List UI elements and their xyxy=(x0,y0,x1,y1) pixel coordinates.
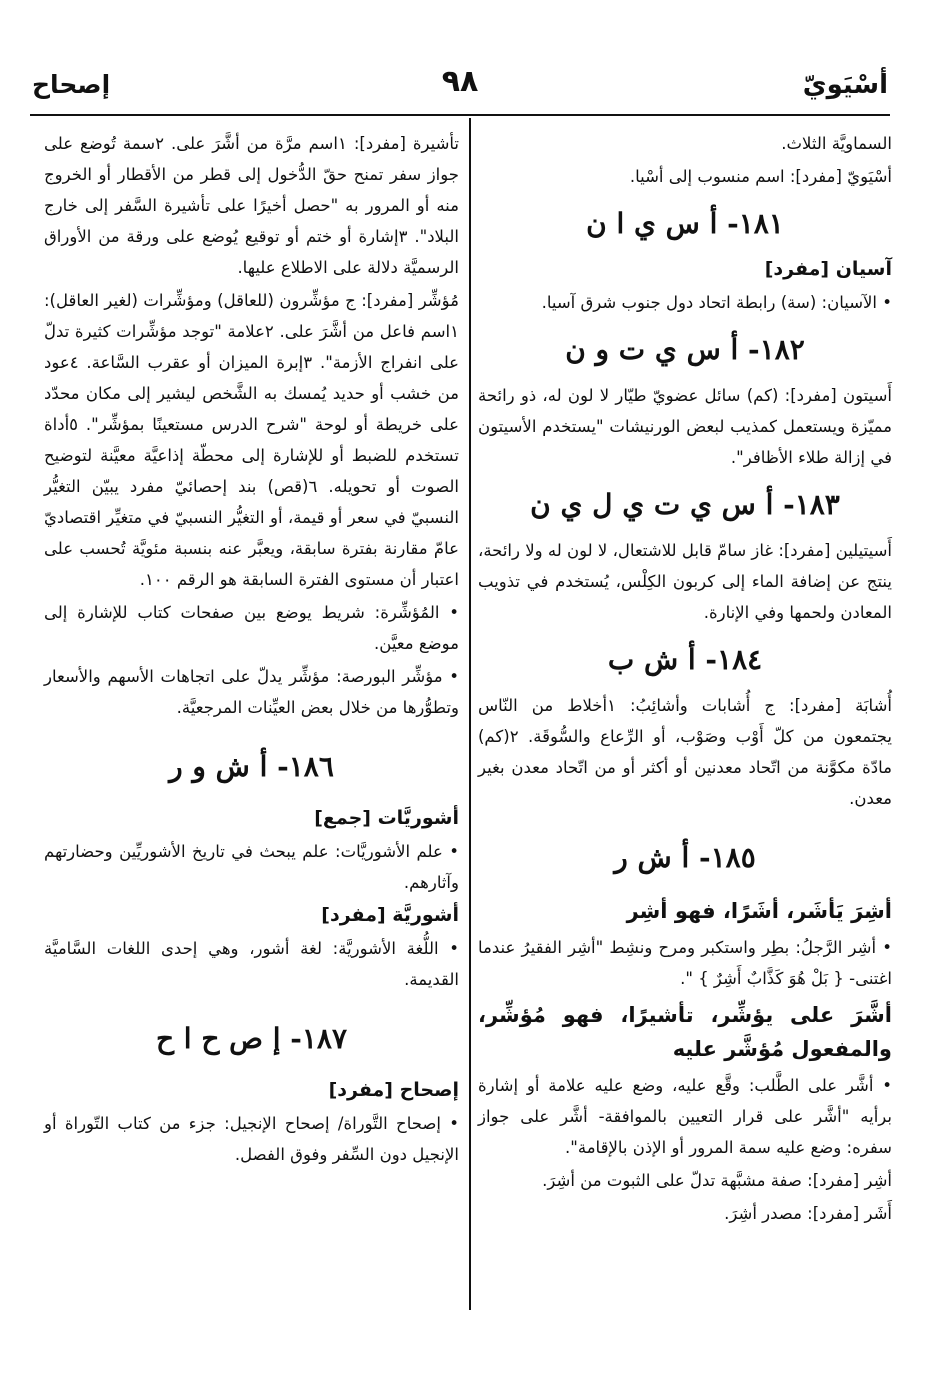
right-column xyxy=(478,128,892,1231)
entry-paragraph: أسْيَويّ [مفرد]: اسم منسوب إلى أسْيا. xyxy=(629,167,892,186)
entry-paragraph: • إصحاح التَّوراة/ إصحاح الإنجيل: جزء من كتاب التّوراة أو الإنجيل دون السِّفر وفوق الفصل. xyxy=(44,1114,459,1164)
left-column xyxy=(44,128,459,1172)
entry-paragraph: أَسيتيلين [مفرد]: غاز سامّ قابل للاشتعال، لا لون له ولا رائحة، ينتج عن إضافة الماء إلى كربون الكِلْس، يُستخدم في تذويب المعادن ولحمها وفي الإنارة. xyxy=(478,541,892,622)
entry-paragraph: • أشِر الرَّجلُ: بطِر واستكبر ومرح ونشِط "أشِر الفقيرُ عندما اغتنى- { بَلْ هُوَ كَذَّابٌ أَشِرٌ } ". xyxy=(478,938,892,988)
root-section-heading: ١٨٦- أ ش و ر xyxy=(169,750,334,783)
entry-headword: آسيان [مفرد] xyxy=(764,258,892,280)
entry-headword: أشوريَّة [مفرد] xyxy=(321,904,459,926)
page-number: ٩٨ xyxy=(441,64,479,99)
root-section-heading: ١٨٤- أ ش ب xyxy=(607,643,763,676)
verb-headline: أشِرَ يَأشَر، أشَرًا، فهو أشِر xyxy=(626,899,892,923)
column-divider xyxy=(469,118,471,1310)
entry-paragraph: • الآسيان: (سة) رابطة اتحاد دول جنوب شرق آسيا. xyxy=(541,293,892,312)
entry-paragraph: مُؤشِّر [مفرد]: ج مؤشِّرون (للعاقل) ومؤشِّرات (لغير العاقل): ١اسم فاعل من أشَّرَ على. ٢علامة "توجد مؤشِّرات كثيرة تدلّ على انفراج الأزمة". ٣إبرة الميزان أو عقرب السَّاعة. ٤عود من خشب أو حديد يُمسك به الشَّخص ليشير إلى مكان محدّد على خريطة أو لوحة "شرح الدرس مستعينًا بمؤشِّر". ٥أداة تستخدم للضبط أو للإشارة إلى محطّة إذاعيَّة معيَّنة لتوضيح الصوت أو تحويله. ٦(قص) بند إحصائيّ مفرد يبيّن التغيُّر النسبيّ في سعر أو قيمة، أو التغيُّر النسبيّ في متغيِّر اقتصاديّ عامّ مقارنة بفترة سابقة، ويعبَّر عنه بنسبة مئويَّة تُحسب على اعتبار أن مستوى الفترة السابقة هو الرقم ١٠٠. xyxy=(44,291,460,589)
header-rule xyxy=(30,114,890,116)
entry-paragraph: أَسيتون [مفرد]: (كم) سائل عضويّ طيّار لا لون له، ذو رائحة مميّزة ويستعمل كمذيب لبعض الورنيشات "يستخدم الأسيتون في إزالة طلاء الأظافر". xyxy=(478,386,892,467)
entry-paragraph: أَشَر [مفرد]: مصدر أشِرَ. xyxy=(724,1204,892,1223)
root-section-heading: ١٨٧- إ ص ح ا ح xyxy=(155,1022,348,1055)
entry-paragraph: • علم الأشوريَّات: علم يبحث في تاريخ الأشوريِّين وحضارتهم وآثارهم. xyxy=(44,842,459,892)
entry-paragraph: أُشابَة [مفرد]: ج أُشابات وأشائِبُ: ١أخلاط من النّاس يجتمعون من كلّ أَوْب وصَوْب، أو الرِّعاع والسُّوقَة. ٢(كم) مادّة مكوَّنة من اتّحاد معدنين أو أكثر أو من اتّحاد معدن بغير معدن. xyxy=(478,696,892,808)
entry-headword: أشوريَّات [جمع] xyxy=(314,807,459,829)
entry-paragraph: • مؤشِّر البورصة: مؤشِّر يدلّ على اتجاهات الأسهم والأسعار وتطوُّرها من خلال بعض العيِّنات المرجعيَّة. xyxy=(44,667,459,717)
entry-paragraph: أشِر [مفرد]: صفة مشبَّهة تدلّ على الثبوت من أشِرَ. xyxy=(542,1171,892,1190)
running-head-last-entry: إصحاح xyxy=(32,70,111,99)
entry-paragraph: • المُؤشِّرة: شريط يوضع بين صفحات كتاب للإشارة إلى موضع معيَّن. xyxy=(44,603,459,653)
page-header xyxy=(30,62,890,112)
entry-headword: إصحاح [مفرد] xyxy=(328,1079,459,1101)
verb-headline: أشَّرَ على يؤشِّر، تأشيرًا، فهو مُؤشِّر، والمفعول مُؤشَّر عليه xyxy=(478,1003,892,1061)
entry-paragraph: السماويَّة الثلاث. xyxy=(781,134,892,153)
entry-paragraph: • اللُّغة الأشوريَّة: لغة أشور، وهي إحدى اللغات السَّاميَّة القديمة. xyxy=(44,939,459,989)
root-section-heading: ١٨٣- أ س ي ت ي ل ي ن xyxy=(530,488,840,521)
entry-paragraph: تأشيرة [مفرد]: ١اسم مرَّة من أشَّرَ على. ٢سمة تُوضع على جواز سفر تمنح حقّ الدُّخول إلى قطر من الأقطار أو الخروج منه أو المرور به "حصل أخيرًا على تأشيرة السَّفر إلى خارج البلاد". ٣إشارة أو ختم أو توقيع يُوضع على ورقة من الأوراق الرسميَّة دلالة على الاطلاع عليها. xyxy=(44,134,460,277)
running-head-first-entry: أسْيَويّ xyxy=(802,70,888,100)
root-section-heading: ١٨١- أ س ي ا ن xyxy=(586,207,784,240)
root-section-heading: ١٨٢- أ س ي ت و ن xyxy=(565,333,805,366)
root-section-heading: ١٨٥- أ ش ر xyxy=(614,841,756,874)
entry-paragraph: • أشَّر على الطَّلب: وقَّع عليه، وضع عليه علامة أو إشارة برأيه "أشَّر على قرار التعيين بالموافقة- أشَّر على جواز سفره: وضع عليه سمة المرور أو الإذن بالإقامة". xyxy=(478,1076,892,1157)
